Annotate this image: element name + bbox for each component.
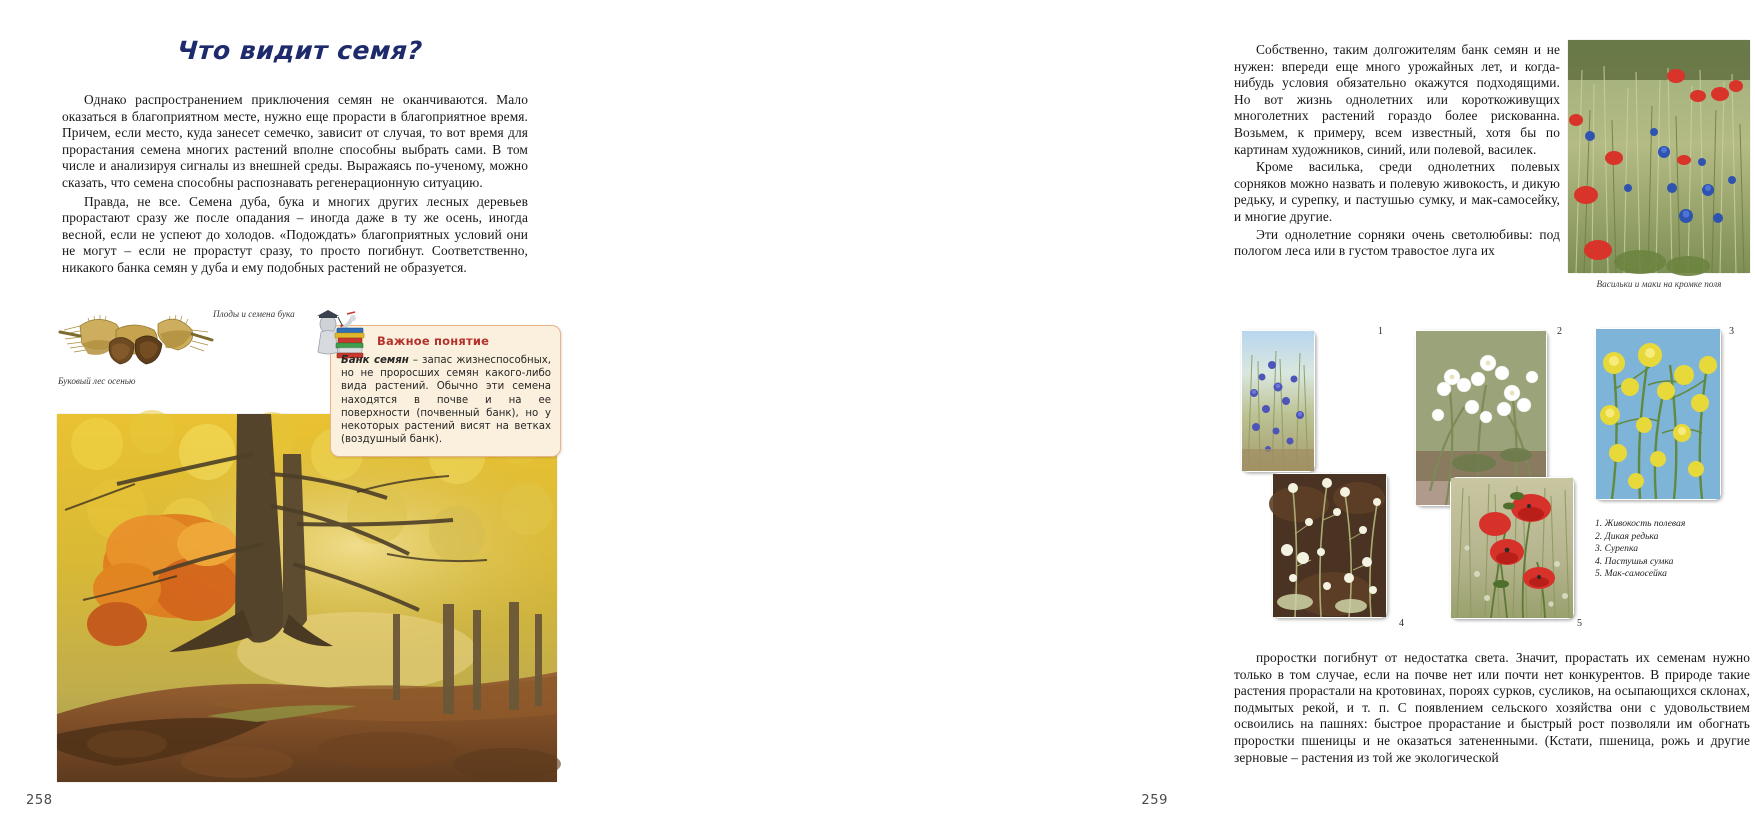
paragraph: Правда, не все. Семена дуба, бука и многих других лесных деревьев прорастают сразу же после опадания – иногда даже в ту же осень, иногда весной, если не успеют до холодов. «Подождать» благоприятных условий они не могут – если не прорастут сразу, то просто погибнут. Соответственно, никакого банка семян у дуба и ему подобных растений не образуется.	[62, 193, 528, 275]
photo-delphinium	[1241, 330, 1315, 472]
right-body-text-bottom	[1234, 650, 1750, 766]
page-right	[600, 0, 1750, 840]
caption-cornflowers-poppies: Васильки и маки на кромке поля	[1596, 279, 1722, 289]
caption-beech-forest: Буковый лес осенью	[58, 376, 136, 386]
callout-definition: – запас жизнеспособных, но не проросших семян какого-либо вида растений. Обычно эти семена находятся в почве и на ее поверхности (почвенный банк), но у некоторых растений висят на ветках (воздушный банк).	[341, 355, 552, 446]
legend-item: 2. Дикая редька	[1595, 530, 1659, 542]
legend-item: 4. Пастушья сумка	[1595, 555, 1674, 567]
folio-right: 259	[1141, 793, 1168, 808]
paragraph: Однако распространением приключения семян не оканчиваются. Мало оказаться в благоприятном месте, нужно еще прорасти в благоприятное время. Причем, если место, куда занесет семечко, зависит от случая, то вот время для прорастания семена многих растений вполне способны выбрать сами. В том числе и анализируя сигналы из внешней среды. Выражаясь по-ученому, можно сказать, что семена способны распознавать регенерационную ситуацию.	[62, 92, 528, 190]
photo-number: 4	[1399, 618, 1404, 629]
right-body-text-top	[1234, 42, 1560, 260]
photo-legend	[1595, 518, 1755, 581]
photo-wild-mustard	[1595, 328, 1721, 500]
callout-term: Банк семян	[341, 355, 409, 366]
paragraph: проростки погибнут от недостатка света. Значит, прорастать их семенам нужно только в том случае, если на почве нет или почти нет конкурентов. В природе такие растения прорастали на кротовинах, пороях сурков, сусликов, на осыпающихся склонах, подмытых рекой, и т. п. С появлением сельского хозяйства они с удовольствием освоились на пашнях: быстрое прорастание и быстрый рост позволяли им обогнать проростки пшеницы и не оказаться затененными. (Кстати, пшеница, рожь и другие зерновые – растения из той же экологической	[1234, 650, 1750, 765]
photo-number: 2	[1557, 326, 1562, 337]
photo-autumn-beech-forest	[57, 414, 557, 782]
beech-fruit-illustration	[58, 300, 218, 378]
photo-corn-poppy	[1450, 477, 1574, 619]
page-left	[0, 0, 600, 840]
legend-item: 5. Мак-самосейка	[1595, 568, 1667, 580]
legend-item: 3. Сурепка	[1595, 543, 1639, 555]
callout-important-concept	[330, 325, 561, 457]
folio-left: 258	[26, 793, 53, 808]
photo-number: 3	[1729, 326, 1734, 337]
paragraph: Эти однолетние сорняки очень светолюбивы: под пологом леса или в густом травостое луга их	[1234, 226, 1560, 259]
photo-cornflowers-and-poppies	[1568, 40, 1750, 273]
photo-shepherds-purse	[1272, 473, 1387, 618]
callout-body	[341, 354, 551, 446]
photo-number: 1	[1378, 326, 1383, 337]
page-title: Что видит семя?	[176, 36, 424, 65]
paragraph: Собственно, таким долгожителям банк семян и не нужен: впереди еще много урожайных лет, и когда-нибудь условия обязательно окажутся подходящими. Но вот жизнь однолетних или короткоживущих многолетних растений гораздо более рискованна. Возьмем, к примеру, всем известный, хотя бы по картинам художников, синий, или полевой, василек.	[1234, 42, 1560, 157]
callout-heading: Важное понятие	[377, 334, 490, 348]
paragraph: Кроме василька, среди однолетних полевых сорняков можно назвать и полевую живокость, и дикую редьку, и сурепку, и пастушью сумку, и мак-самосейку, и многие другие.	[1234, 159, 1560, 224]
left-body-text	[62, 92, 528, 277]
photo-number: 5	[1577, 618, 1582, 629]
legend-item: 1. Живокость полевая	[1595, 518, 1686, 529]
caption-beech-fruit: Плоды и семена бука	[213, 309, 295, 319]
